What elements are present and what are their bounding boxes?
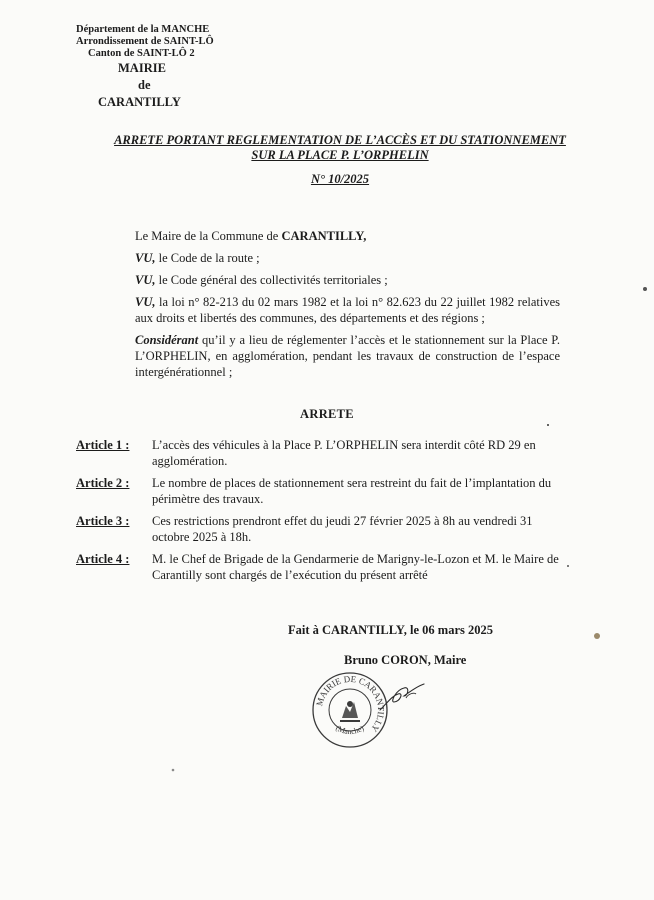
arrete-heading: ARRETE bbox=[300, 407, 354, 421]
stamp-inner-ring bbox=[329, 689, 371, 731]
article-text: Ces restrictions prendront effet du jeudi 27 février 2025 à 8h au vendredi 31 octobre 2025 à 18h. bbox=[152, 514, 533, 544]
intro-commune: CARANTILLY, bbox=[281, 229, 367, 243]
considerant-label: Considérant bbox=[135, 333, 199, 347]
title-line-2: SUR LA PLACE P. L’ORPHELIN bbox=[251, 148, 429, 162]
article-text: M. le Chef de Brigade de la Gendarmerie de Marigny-le-Lozon et M. le Maire de Carantilly sont chargés de l’exécution du présent arrêté bbox=[152, 552, 559, 582]
vu-text: la loi n° 82-213 du 02 mars 1982 et la loi n° 82.623 du 22 juillet 1982 relatives aux droits et libertés des communes, des départements et des régions ; bbox=[135, 295, 560, 325]
article-1 bbox=[76, 437, 566, 469]
vu-label: VU, bbox=[135, 295, 156, 309]
article-4 bbox=[76, 551, 566, 583]
article-3 bbox=[76, 513, 566, 545]
stamp-emblem-icon bbox=[340, 701, 360, 722]
mairie-block bbox=[98, 60, 198, 111]
article-label: Article 2 : bbox=[76, 476, 130, 490]
article-label: Article 3 : bbox=[76, 514, 130, 528]
title-line-1: ARRETE PORTANT REGLEMENTATION DE L’ACCÈS ET DU STATIONNEMENT bbox=[114, 133, 566, 147]
article-label: Article 1 : bbox=[76, 438, 130, 452]
vu-paragraph-3 bbox=[135, 294, 560, 326]
article-2 bbox=[76, 475, 566, 507]
preamble bbox=[135, 228, 560, 386]
considerant-text: qu’il y a lieu de réglementer l’accès et le stationnement sur la Place P. L’ORPHELIN, en agglomération, pendant les travaux de construction de l’espace intergénérationnel ; bbox=[135, 333, 560, 379]
departement-line: Département de la MANCHE bbox=[76, 24, 210, 35]
intro-text: Le Maire de la Commune de bbox=[135, 229, 282, 243]
commune-line: CARANTILLY bbox=[98, 95, 181, 109]
arrondissement-line: Arrondissement de SAINT-LÔ bbox=[76, 36, 214, 47]
intro-paragraph bbox=[135, 228, 560, 244]
article-text: Le nombre de places de stationnement sera restreint du fait de l’implantation du périmètre des travaux. bbox=[152, 476, 552, 506]
considerant-paragraph bbox=[135, 332, 560, 380]
vu-paragraph-2 bbox=[135, 272, 560, 288]
arrete-number: N° 10/2025 bbox=[310, 172, 370, 186]
articles-list bbox=[76, 437, 566, 589]
mairie-line: MAIRIE bbox=[118, 61, 166, 75]
stamp-bottom-text: (Manche) bbox=[334, 723, 366, 737]
document-title bbox=[60, 133, 620, 163]
place-date-line: Fait à CARANTILLY, le 06 mars 2025 bbox=[288, 623, 493, 637]
signatory-name: Bruno CORON, Maire bbox=[344, 653, 467, 667]
vu-label: VU, bbox=[135, 273, 156, 287]
stamp-ring-text: MAIRIE DE CARANTILLY bbox=[314, 673, 387, 734]
letterhead bbox=[76, 24, 214, 109]
article-text: L’accès des véhicules à la Place P. L’ORPHELIN sera interdit côté RD 29 en agglomération. bbox=[152, 438, 536, 468]
canton-line: Canton de SAINT-LÔ 2 bbox=[88, 48, 195, 59]
vu-label: VU, bbox=[135, 251, 156, 265]
vu-text: le Code général des collectivités territoriales ; bbox=[155, 273, 388, 287]
vu-paragraph-1 bbox=[135, 250, 560, 266]
vu-text: le Code de la route ; bbox=[155, 251, 260, 265]
article-label: Article 4 : bbox=[76, 552, 130, 566]
handwritten-signature bbox=[378, 676, 428, 716]
de-line: de bbox=[138, 78, 151, 92]
